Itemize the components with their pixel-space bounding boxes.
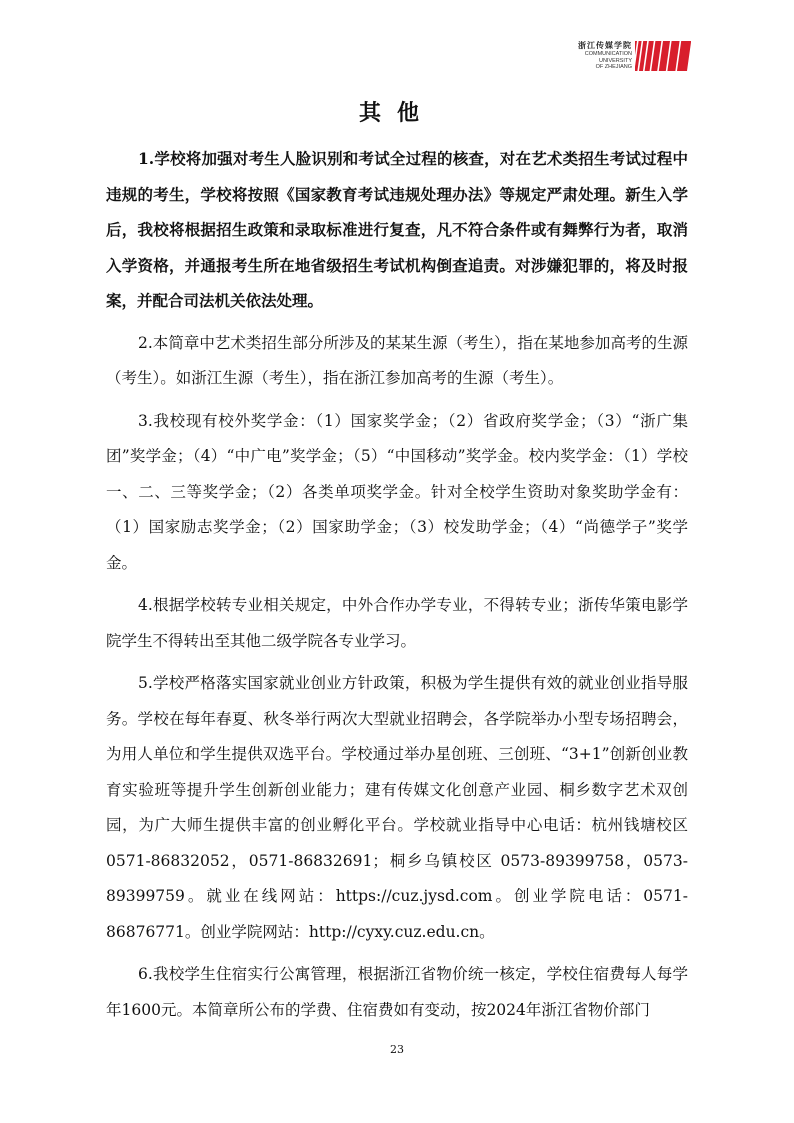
document-body [106,141,688,1035]
page-title: 其他 [358,100,435,126]
page-number: 23 [390,1043,404,1056]
paragraph-2: 2.本简章中艺术类招生部分所涉及的某某生源（考生），指在某地参加高考的生源（考生）。如浙江生源（考生），指在浙江参加高考的生源（考生）。 [106,333,688,387]
logo-english-line-1: COMMUNICATION [584,51,632,57]
logo-english-line-2: UNIVERSITY [598,57,632,64]
logo-stripes-icon [635,41,691,71]
logo-text [540,40,632,71]
logo-stripe [677,41,691,71]
logo-chinese-name: 浙江传媒学院 [578,40,632,50]
university-logo [540,40,690,74]
paragraph-3: 3.我校现有校外奖学金：（1）国家奖学金；（2）省政府奖学金；（3）“浙广集团”奖学金；（4）“中广电”奖学金；（5）“中国移动”奖学金。校内奖学金：（1）学校一、二、三等奖学金；（2）各类单项奖学金。针对全校学生资助对象奖助学金有：（1）国家励志奖学金；（2）国家助学金；（3）校发助学金；（4）“尚德学子”奖学金。 [106,411,688,572]
paragraph-6: 6.我校学生住宿实行公寓管理，根据浙江省物价统一核定，学校住宿费每人每学年1600元。本简章所公布的学费、住宿费如有变动，按2024年浙江省物价部门 [106,965,688,1019]
paragraph-5: 5.学校严格落实国家就业创业方针政策，积极为学生提供有效的就业创业指导服务。学校在每年春夏、秋冬举行两次大型就业招聘会，各学院举办小型专场招聘会，为用人单位和学生提供双选平台。学校通过举办星创班、三创班、“3+1”创新创业教育实验班等提升学生创新创业能力；建有传媒文化创意产业园、桐乡数字艺术双创园，为广大师生提供丰富的创业孵化平台。学校就业指导中心电话：杭州钱塘校区 0571-86832052，0571-86832691；桐乡乌镇校区 0573-89399758，0573-89399759。就业在线网站：https://cuz.jysd.com。创业学院电话：0571-86876771。创业学院网站：http://cyxy.cuz.edu.cn。 [106,674,688,941]
logo-english-line-3: OF ZHEJIANG [595,64,632,70]
paragraph-1: 1.学校将加强对考生人脸识别和考试全过程的核查，对在艺术类招生考试过程中违规的考生，学校将按照《国家教育考试违规处理办法》等规定严肃处理。新生入学后，我校将根据招生政策和录取标准进行复查，凡不符合条件或有舞弊行为者，取消入学资格，并通报考生所在地省级招生考试机构倒查追责。对涉嫌犯罪的，将及时报案，并配合司法机关依法处理。 [106,149,688,310]
paragraph-4: 4.根据学校转专业相关规定，中外合作办学专业，不得转专业；浙传华策电影学院学生不得转出至其他二级学院各专业学习。 [106,596,688,650]
